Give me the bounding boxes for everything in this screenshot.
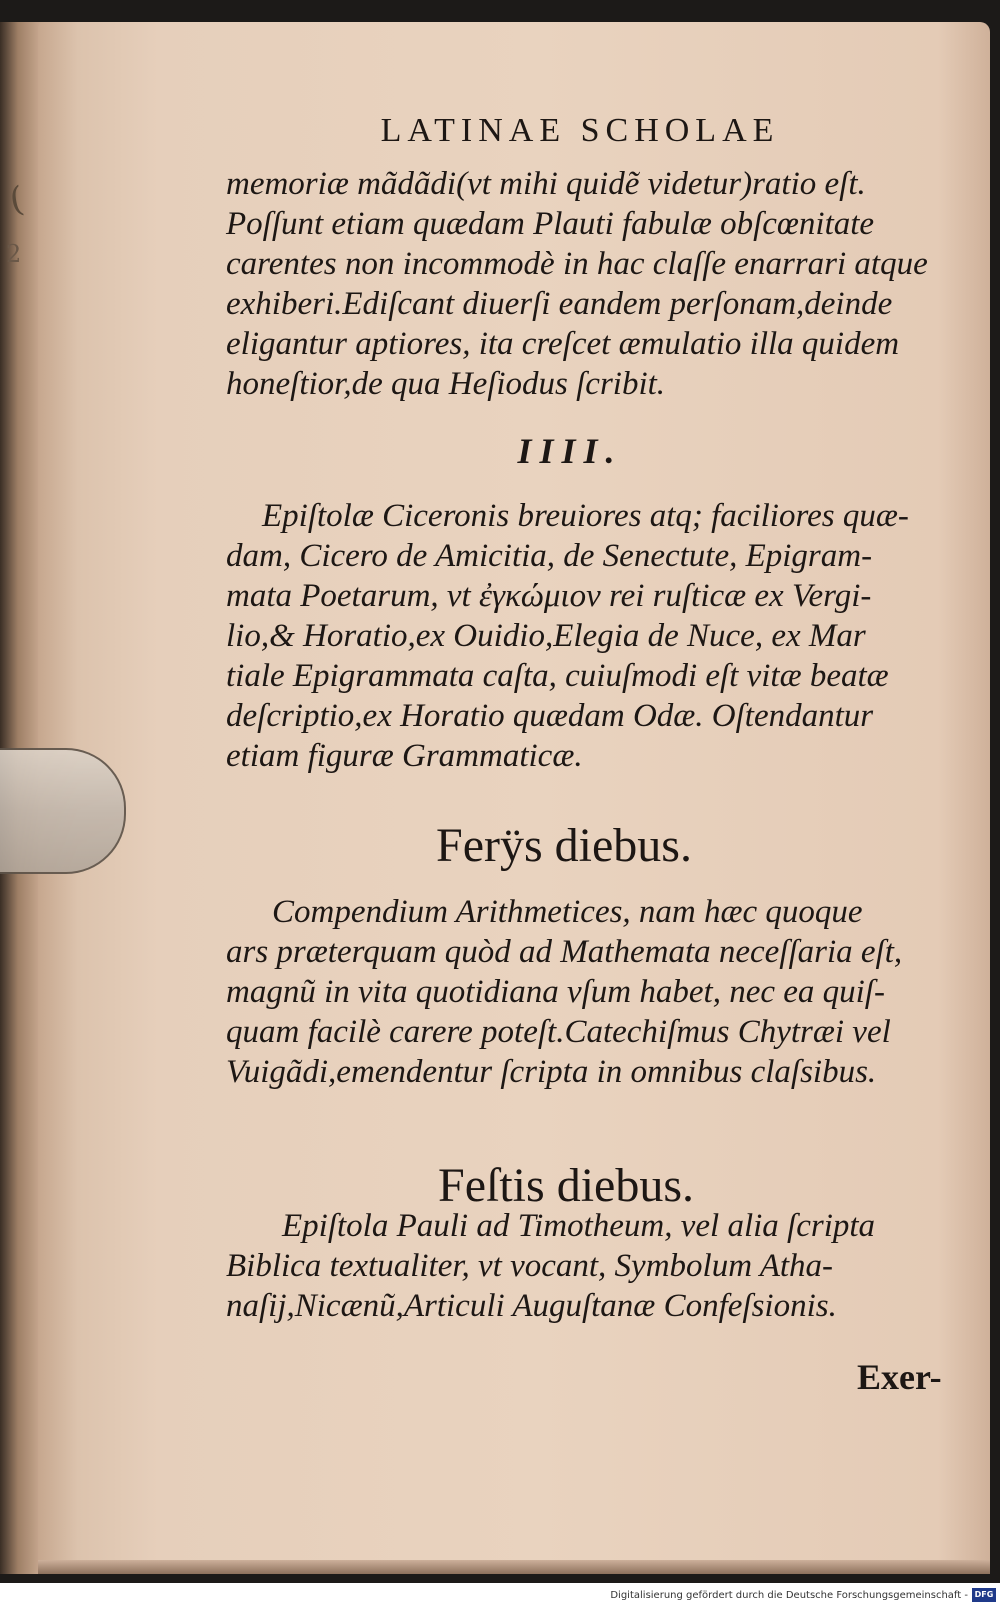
- footer-credit: Digitalisierung gefördert durch die Deutsche Forschungsgemeinschaft -: [610, 1590, 968, 1601]
- text-line: Compendium Arithmetices, nam hæc quoque: [272, 894, 863, 930]
- margin-annotation: (: [6, 179, 27, 221]
- text-line: memoriæ mãdãdi(vt mihi quidẽ videtur)ratio eſt.: [226, 166, 866, 202]
- text-line: naſij,Nicænũ,Articuli Auguſtanæ Confeſsionis.: [226, 1288, 837, 1324]
- catchword: Exer-: [857, 1357, 942, 1397]
- text-line: quam facilè carere poteſt.Catechiſmus Chytræi vel: [226, 1014, 891, 1050]
- text-line: mata Poetarum, vt ἐγκώμιον rei ruſticæ ex Vergi-: [226, 578, 872, 614]
- text-line: magnũ in vita quotidiana vſum habet, nec ea quiſ-: [226, 974, 885, 1010]
- paragraph-3: [226, 892, 932, 1092]
- running-head: LATINAE SCHOLAE: [380, 112, 780, 149]
- text-line: Vuigãdi,emendentur ſcripta in omnibus claſsibus.: [226, 1054, 877, 1090]
- text-line: dam, Cicero de Amicitia, de Senectute, Epigram-: [226, 538, 873, 574]
- text-line: honeſtior,de qua Heſiodus ſcribit.: [226, 366, 666, 402]
- text-line: Epiſtola Pauli ad Timotheum, vel alia ſcripta: [282, 1208, 876, 1244]
- paragraph-2: [226, 496, 932, 776]
- text-line: Poſſunt etiam quædam Plauti fabulæ obſcœnitate: [226, 206, 875, 242]
- page-clip-icon: [0, 748, 126, 874]
- text-line: Biblica textualiter, vt vocant, Symbolum Atha-: [226, 1248, 834, 1284]
- paragraph-1: [226, 164, 932, 404]
- section-number: IIII.: [517, 431, 623, 471]
- text-line: exhiberi.Ediſcant diuerſi eandem perſonam,deinde: [226, 286, 893, 322]
- text-line: tiale Epigrammata caſta, cuiuſmodi eſt vitæ beatæ: [226, 658, 889, 694]
- margin-annotation: 2: [6, 240, 22, 268]
- paragraph-4: [226, 1206, 932, 1326]
- section-heading: Ferÿs diebus.: [436, 819, 692, 872]
- text-line: ars præterquam quòd ad Mathemata neceſſaria eſt,: [226, 934, 903, 970]
- text-line: Epiſtolæ Ciceronis breuiores atq; faciliores quæ-: [262, 498, 909, 534]
- text-line: carentes non incommodè in hac claſſe enarrari atque: [226, 246, 928, 282]
- text-line: eligantur aptiores, ita creſcet æmulatio illa quidem: [226, 326, 900, 362]
- page-bottom-edge: [38, 1560, 990, 1574]
- text-line: lio,& Horatio,ex Ouidio,Elegia de Nuce, ex Mar: [226, 618, 866, 654]
- text-line: etiam figuræ Grammaticæ.: [226, 738, 583, 774]
- dfg-logo-icon: DFG: [972, 1588, 996, 1602]
- section-heading: Feſtis diebus.: [438, 1159, 695, 1212]
- text-line: deſcriptio,ex Horatio quædam Odæ. Oſtendantur: [226, 698, 874, 734]
